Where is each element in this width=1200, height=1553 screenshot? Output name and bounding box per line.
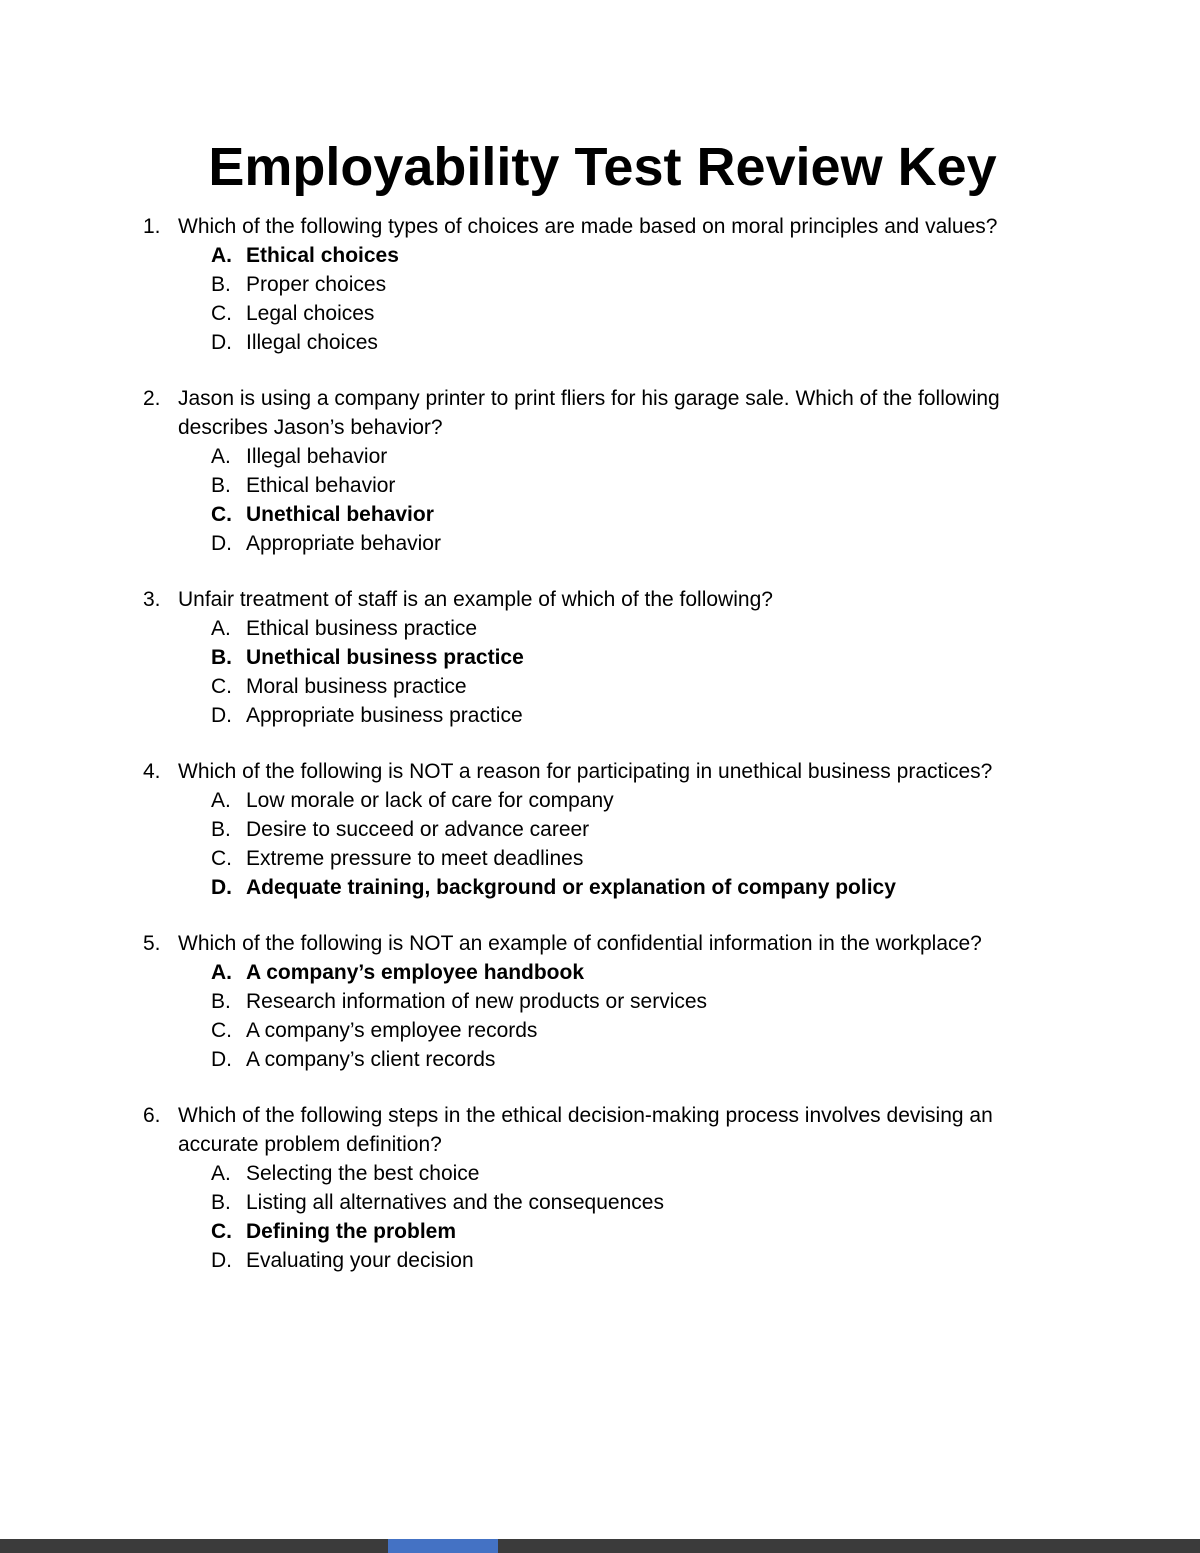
option-text: Illegal behavior (246, 445, 388, 469)
answer-options (211, 442, 1062, 558)
option-letter: D. (211, 331, 232, 355)
question-number: 2. (143, 387, 161, 411)
option-letter: D. (211, 876, 232, 900)
option-text: Research information of new products or services (246, 990, 708, 1014)
question-number: 1. (143, 215, 161, 239)
answer-option (211, 241, 1062, 270)
answer-option (211, 958, 1062, 987)
option-text: Ethical choices (246, 244, 399, 268)
option-letter: A. (211, 617, 231, 641)
option-text: Unethical business practice (246, 646, 524, 670)
option-letter: A. (211, 789, 231, 813)
option-letter: B. (211, 990, 231, 1014)
option-text: Proper choices (246, 273, 387, 297)
option-text: Ethical behavior (246, 474, 396, 498)
question-1 (143, 212, 1062, 357)
answer-option (211, 1246, 1062, 1275)
answer-options (211, 1159, 1062, 1275)
option-text: Desire to succeed or advance career (246, 818, 590, 842)
option-text: Adequate training, background or explanation of company policy (246, 876, 896, 900)
question-text: Unfair treatment of staff is an example of which of the following? (178, 588, 773, 612)
answer-options (211, 786, 1062, 902)
question-number: 3. (143, 588, 161, 612)
answer-options (211, 241, 1062, 357)
option-letter: A. (211, 244, 232, 268)
option-letter: B. (211, 474, 231, 498)
option-text: Selecting the best choice (246, 1162, 480, 1186)
answer-option (211, 873, 1062, 902)
question-5 (143, 929, 1062, 1074)
option-text: Defining the problem (246, 1220, 456, 1244)
option-letter: B. (211, 1191, 231, 1215)
option-letter: B. (211, 646, 232, 670)
option-letter: A. (211, 445, 231, 469)
page-bottom-bar (0, 1539, 1200, 1553)
answer-option (211, 299, 1062, 328)
page-bottom-bar-accent (388, 1539, 498, 1553)
option-text: A company’s client records (246, 1048, 496, 1072)
option-letter: D. (211, 532, 232, 556)
option-text: Extreme pressure to meet deadlines (246, 847, 584, 871)
question-number: 6. (143, 1104, 161, 1128)
answer-option (211, 786, 1062, 815)
option-letter: C. (211, 302, 232, 326)
question-number: 4. (143, 760, 161, 784)
answer-option (211, 471, 1062, 500)
answer-option (211, 614, 1062, 643)
option-text: Legal choices (246, 302, 375, 326)
option-text: Ethical business practice (246, 617, 478, 641)
answer-option (211, 1016, 1062, 1045)
option-text: Unethical behavior (246, 503, 434, 527)
question-text: Which of the following is NOT a reason for participating in unethical business practices? (178, 760, 993, 784)
option-text: Appropriate behavior (246, 532, 441, 556)
question-number: 5. (143, 932, 161, 956)
answer-options (211, 958, 1062, 1074)
question-3 (143, 585, 1062, 730)
answer-option (211, 643, 1062, 672)
answer-option (211, 442, 1062, 471)
option-text: A company’s employee handbook (246, 961, 585, 985)
option-text: Appropriate business practice (246, 704, 523, 728)
question-4 (143, 757, 1062, 902)
answer-option (211, 987, 1062, 1016)
answer-option (211, 1159, 1062, 1188)
option-text: Illegal choices (246, 331, 378, 355)
option-letter: A. (211, 961, 232, 985)
answer-option (211, 529, 1062, 558)
answer-option (211, 844, 1062, 873)
answer-option (211, 1188, 1062, 1217)
answer-option (211, 1217, 1062, 1246)
answer-option (211, 672, 1062, 701)
option-letter: D. (211, 1048, 232, 1072)
answer-option (211, 500, 1062, 529)
option-letter: B. (211, 273, 231, 297)
option-letter: C. (211, 675, 232, 699)
page-title: Employability Test Review Key (208, 137, 997, 197)
option-letter: C. (211, 503, 232, 527)
question-2 (143, 384, 1062, 558)
answer-option (211, 701, 1062, 730)
option-letter: C. (211, 847, 232, 871)
option-text: A company’s employee records (246, 1019, 538, 1043)
answer-option (211, 815, 1062, 844)
option-letter: B. (211, 818, 231, 842)
option-letter: C. (211, 1019, 232, 1043)
option-letter: D. (211, 1249, 232, 1273)
answer-option (211, 270, 1062, 299)
answer-options (211, 614, 1062, 730)
option-text: Listing all alternatives and the consequences (246, 1191, 664, 1215)
question-text: Jason is using a company printer to print fliers for his garage sale. Which of the following describes Jason’s behavior? (178, 387, 1000, 440)
option-letter: C. (211, 1220, 232, 1244)
option-text: Low morale or lack of care for company (246, 789, 614, 813)
option-text: Evaluating your decision (246, 1249, 474, 1273)
option-letter: A. (211, 1162, 231, 1186)
question-text: Which of the following types of choices are made based on moral principles and values? (178, 215, 998, 239)
option-letter: D. (211, 704, 232, 728)
question-6 (143, 1101, 1062, 1275)
question-text: Which of the following steps in the ethical decision-making process involves devising an accurate problem definition? (178, 1104, 993, 1157)
answer-option (211, 328, 1062, 357)
option-text: Moral business practice (246, 675, 467, 699)
answer-option (211, 1045, 1062, 1074)
question-text: Which of the following is NOT an example of confidential information in the workplace? (178, 932, 982, 956)
